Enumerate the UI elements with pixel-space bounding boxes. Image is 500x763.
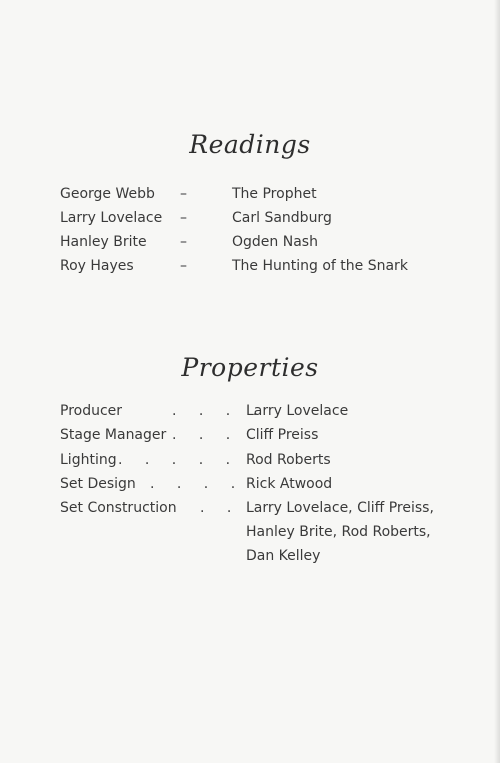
- dot-leader: . . . .: [172, 403, 267, 419]
- reading-title: Carl Sandburg: [232, 210, 332, 226]
- reader-name: Hanley Brite: [60, 234, 147, 250]
- credit-row: [0, 521, 500, 543]
- credit-row: [0, 449, 500, 471]
- credit-names: Larry Lovelace, Cliff Preiss,: [246, 500, 434, 516]
- credit-row: [0, 424, 500, 446]
- dot-leader: . .: [200, 500, 241, 516]
- reading-title: The Prophet: [232, 186, 317, 202]
- reader-name: Larry Lovelace: [60, 210, 163, 226]
- credit-names: Hanley Brite, Rod Roberts,: [246, 524, 431, 540]
- reader-name: Roy Hayes: [60, 258, 134, 274]
- credit-role: Set Construction: [60, 500, 177, 516]
- reading-title: Ogden Nash: [232, 234, 318, 250]
- separator-dash: –: [180, 186, 187, 202]
- credit-names: Rod Roberts: [246, 452, 331, 468]
- reading-row: [0, 231, 500, 253]
- credit-row: [0, 473, 500, 495]
- credit-names: Rick Atwood: [246, 476, 333, 492]
- credit-row: [0, 545, 500, 567]
- reading-title: The Hunting of the Snark: [232, 258, 408, 274]
- reading-row: [0, 183, 500, 205]
- properties-heading: Properties: [181, 353, 319, 382]
- dot-leader: . . . . .: [118, 452, 240, 468]
- separator-dash: –: [180, 210, 187, 226]
- credit-names: Cliff Preiss: [246, 427, 319, 443]
- credit-role: Lighting: [60, 452, 117, 468]
- credit-role: Set Design: [60, 476, 136, 492]
- credit-row: [0, 497, 500, 519]
- dot-leader: . . .: [172, 427, 240, 443]
- reading-row: [0, 255, 500, 277]
- reader-name: George Webb: [60, 186, 155, 202]
- dot-leader: . . . .: [150, 476, 245, 492]
- credit-role: Producer: [60, 403, 123, 419]
- separator-dash: –: [180, 258, 187, 274]
- separator-dash: –: [180, 234, 187, 250]
- credit-names: Dan Kelley: [246, 548, 321, 564]
- credit-row: [0, 400, 500, 422]
- credit-role: Stage Manager: [60, 427, 167, 443]
- credit-names: Larry Lovelace: [246, 403, 349, 419]
- readings-heading: Readings: [189, 130, 311, 159]
- reading-row: [0, 207, 500, 229]
